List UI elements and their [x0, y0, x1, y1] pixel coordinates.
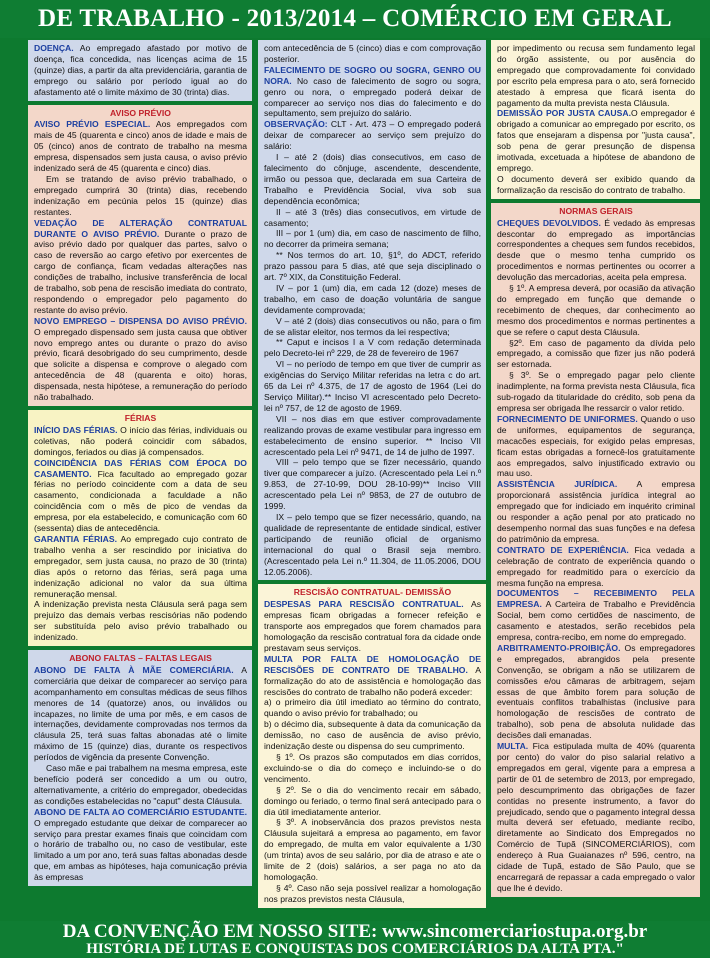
paragraph: § 3º. Se o empregado pagar pelo cliente inadimplente, na forma prevista nesta Cláusula, fica sub-rogado da titularidade do crédito, sob pena da empresa ser obrigada lhe ressarcir o valor retido.: [497, 370, 695, 413]
footer-slogan: HISTÓRIA DE LUTAS E CONQUISTAS DOS COMERCIÁRIOS DA ALTA PTA.": [86, 941, 624, 957]
section-title: AVISO PRÉVIO: [110, 107, 171, 118]
aviso-previo-section: [28, 105, 252, 406]
clause-text: O empregador é obrigado a comunicar ao empregado por escrito, os fatos que ensejaram a dispensa por "justa causa", sob pena de gerar presunção de dispensa imotivada, excetuada a hipótese de abandono de emprego.: [497, 108, 695, 173]
paragraph: § 3º. A inobservância dos prazos previstos nesta Cláusula sujeitará a empresa ao pagamento, em favor do empregado, de multa em valor equivalente a 1/30 (um trinta) avos de seu salário, por dia de atraso e ate o limite de 2 (dois) salários, a ser paga no ato da homologação.: [264, 817, 481, 882]
ferias-section: [28, 410, 252, 646]
clause-text: Fica vedada a celebração de contrato de experiência quando o empregado for readmitido para o exercício da mesma função na empresa.: [497, 544, 695, 588]
clause-text: Fica facultado ao empregado gozar férias no período coincidente com a data de seu casamento, condicionada a faculdade a não coincidência com o mês de pico de vendas da empresa, por ela estabelecido, e comunicação com 60 (sessenta) dias de antecedência.: [34, 468, 247, 534]
clause-text: A formalização do ato de assistência e homologação das rescisões do contrato de trabalho não poderá exceder:: [264, 664, 481, 697]
clause-label: DESPESAS PARA RESCISÃO CONTRATUAL.: [264, 599, 464, 610]
clause-label: FALECIMENTO DE SOGRO OU SOGRA, GENRO OU NORA.: [264, 64, 481, 86]
clause-text: Ao empregado cujo contrato de trabalho venha a ser rescindido por iniciativa do empregador, sem justa causa, no prazo de 30 (trinta) dias após o retorno das férias, será paga uma indenização adicional no valor da sua última remuneração mensal.: [34, 533, 247, 599]
clause-label: COINCIDÊNCIA DAS FÉRIAS COM ÉPOCA DO CASAMENTO.: [34, 457, 247, 479]
paragraph: § 1º. Os prazos são computados em dias corridos, excluindo-se o dia do começo e incluindo-se o do vencimento.: [264, 752, 481, 784]
clause-text: O empregado estudante que deixar de comparecer ao serviço para prestar exames finais que coincidam com o horário de trabalho ou, no caso de vestibular, este limitado a um por ano, terá suas faltas abonadas desde que, em ambas as hipóteses, haja comunicação prévia às empresas: [34, 817, 247, 883]
list-item: VII – nos dias em que estiver comprovadamente realizando provas de exame vestibular para ingresso em estabelecimento de ensino superior. ** Inciso VII acrescentado pela Lei nº 9471, de 14 de julho de 1997.: [264, 413, 481, 457]
rescisao-section: [258, 584, 486, 907]
footer: [0, 921, 710, 958]
clause-label: MULTA.: [497, 741, 529, 752]
clause-label: AVISO PRÉVIO ESPECIAL.: [34, 119, 151, 130]
section-title: RESCISÃO CONTRATUAL- DEMISSÃO: [293, 587, 452, 598]
section-title: FÉRIAS: [124, 413, 157, 423]
paragraph: § 1º. A empresa deverá, por ocasião da ativação do empregado em função que demande o recebimento de cheques, dar conhecimento ao mesmo dos procedimentos e normas pertinentes a que se refere o caput desta Cláusula.: [497, 283, 695, 337]
list-item: IX – pelo tempo que se fizer necessário, quando, na qualidade de representante de entidade sindical, estiver participando de reunião oficial de organismo internacional do qual o Brasil seja membro. (Acrescentado pela Lei n.º 11.304, de 11.05.2006, DOU 12.05.2006).: [264, 511, 481, 577]
clause-label: CHEQUES DEVOLVIDOS.: [497, 217, 601, 228]
list-item: a) o primeiro dia útil imediato ao término do contrato, quando o aviso prévio for trabalhado; ou: [264, 697, 481, 719]
clause-text: A indenização prevista nesta Cláusula será paga sem prejuízo das demais verbas rescisórias não podendo ser substituída pelo aviso prévio trabalhado ou indenizado.: [34, 599, 247, 643]
clause-label: ABONO DE FALTA À MÃE COMERCIÁRIA.: [34, 664, 234, 675]
clause-label: INÍCIO DAS FÉRIAS.: [34, 424, 118, 435]
clause-label: FORNECIMENTO DE UNIFORMES.: [497, 413, 638, 424]
section-title: ABONO FALTAS – FALTAS LEGAIS: [69, 653, 212, 664]
clause-text: Em se tratando de aviso prévio trabalhado, o empregado cumprirá 30 (trinta) dias, recebendo indenização em pecúnia pelos 15 (quinze) dias restantes.: [34, 173, 247, 217]
clause-text: Caso mãe e pai trabalhem na mesma empresa, este benefício poderá ser concedido a um ou outro, alternativamente, a critério do empregador, obedecidas as condições estabelecidas no "caput" desta Cláusula.: [34, 763, 247, 806]
clause-text: Aos empregados com mais de 45 (quarenta e cinco) anos de idade e mais de 05 (cinco) anos de contrato de trabalho na mesma empresa, dispensados sem justa causa, o aviso prévio indenizado será de 45 (quarenta e cinco) dias.: [34, 119, 247, 174]
clause-label: VEDAÇÃO DE ALTERAÇÃO CONTRATUAL DURANTE O AVISO PRÉVIO.: [34, 217, 247, 239]
clause-label: DOCUMENTOS – RECEBIMENTO PELA EMPRESA.: [497, 588, 695, 610]
clause-text: A Carteira de Trabalho e Previdência Social, bem como certidões de nascimento, de casamento e atestados, serão recebidos pela empresa, contra-recibo, em nome do empregado.: [497, 599, 695, 643]
clause-text: Os empregadores e empregados, abrangidos pela presente Convenção, se obrigam a não se utilizarem de comissões e/ou câmaras de arbitragem, sejam essas de que âmbito forem para solução de eventuais conflitos trabalhistas (inclusive para homologação de rescisões de contrato de trabalho), sob pena de absoluta nulidade das decisões dali emanadas.: [497, 642, 695, 741]
clause-text: Fica estipulada multa de 40% (quarenta por cento) do valor do piso salarial relativo a empregados em geral, vigente para a empresa a partir de 01 de setembro de 2013, por empregado, pelo descumprimento das obrigações de fazer contidas no presente instrumento, a favor do prejudicado, sendo que o pagamento integral dessa multa deverá ser efetuado, mediante recibo, diretamente ao Sindicato dos Empregados no Comércio de Tupã (SINCOMERCIÁRIOS), com endereço à Rua Guaianazes nº 596, centro, na cidade de Tupã, estado de São Paulo, que se encarregará de repassar a cada empregado o valor que lhe é devido.: [497, 741, 695, 893]
clause-text: As empresas ficam obrigadas a fornecer refeição e transporte aos empregados que forem chamados para homologação da rescisão contratual fora da cidade onde prestavam seus serviços.: [264, 599, 481, 653]
page-title: DE TRABALHO - 2013/2014 – COMÉRCIO EM GERAL: [0, 0, 710, 38]
clause-label: ARBITRAMENTO-PROIBIÇÃO.: [497, 642, 621, 653]
list-item: V – até 2 (dois) dias consecutivos ou não, para o fim de se alistar eleitor, nos termos da lei respectiva;: [264, 315, 481, 337]
list-item: II – até 3 (três) dias consecutivos, em virtude de casamento;: [264, 206, 481, 228]
clause-label: MULTA POR FALTA DE HOMOLOGAÇÃO DE RESCISÕES DE CONTRATO DE TRABALHO.: [264, 653, 481, 675]
column-2: [258, 40, 486, 918]
clause-label: CONTRATO DE EXPERIÊNCIA.: [497, 544, 629, 555]
list-item: III – por 1 (um) dia, em caso de nascimento de filho, no decorrer da primeira semana;: [264, 228, 481, 250]
clause-text: A empresa proporcionará assistência jurídica integral ao empregado que for indiciado em inquérito criminal ou responder a ação penal por ato praticado no desempenho normal das suas funções e na defesa do patrimônio da empresa.: [497, 479, 695, 544]
clause-text: CLT - Art. 473 – O empregado poderá deixar de comparecer ao serviço sem prejuízo do salário:: [264, 119, 481, 152]
clause-text: O documento deverá ser exibido quando da formalização da rescisão do contrato de trabalho.: [497, 173, 695, 195]
paragraph: § 4º. Caso não seja possível realizar a homologação nos prazos previstos nesta Cláusula,: [264, 882, 481, 904]
clause-label: DOENÇA.: [34, 43, 74, 53]
list-item: ** Caput e incisos I a V com redação determinada pelo Decreto-lei nº 229, de 28 de fevereiro de 1967: [264, 337, 481, 359]
clause-text: O empregado dispensado sem justa causa que obtiver novo emprego antes ou durante o prazo do aviso prévio, ficará desobrigado do seu cumprimento, desde que solicite a dispensa e comprove o alegado com antecedência de 48 (quarenta e oito) horas, dispensada, nesta hipótese, a remuneração do período não trabalhado.: [34, 326, 247, 403]
doenca-section: [28, 40, 252, 101]
clause-label: NOVO EMPREGO – DISPENSA DO AVISO PRÉVIO.: [34, 315, 247, 326]
rescisao-continued: [491, 40, 700, 199]
clause-text: A comerciária que deixar de comparecer ao serviço para acompanhamento em consultas médicas de seus filhos menores de 14 (quatorze) anos, ou inválidos ou incapazes, no limite de uma por mês, e em casos de internações, devidamente comprovadas nos termos da cláusula 25, terá suas faltas abonadas até o limite máximo de 15 (quinze) dias, durante os respectivos períodos de vigência da presente Convenção.: [34, 664, 247, 763]
abono-faltas-section: [28, 650, 252, 886]
clause-text: com antecedência de 5 (cinco) dias e com comprovação posterior.: [264, 43, 481, 64]
column-3: [491, 40, 700, 918]
clause-text: Durante o prazo de aviso prévio dado por qualquer das partes, salvo o caso de reversão ao cargo efetivo por exercentes de cargo de confiança, ficam vedadas alterações nas condições de trabalho, inclusive transferência de local de trabalho, sob pena de rescisão imediata do contrato, respondendo o empregador pelo pagamento do restante do aviso prévio.: [34, 228, 247, 315]
column-1: [28, 40, 252, 918]
paragraph: §2º. Em caso de pagamento da dívida pelo empregado, a comissão que fizer jus não poderá ser estornada.: [497, 337, 695, 370]
section-title: NORMAS GERAIS: [559, 205, 633, 216]
footer-site-line: DA CONVENÇÃO EM NOSSO SITE: www.sincomerciariostupa.org.br: [62, 921, 648, 942]
clause-text: Ao empregado afastado por motivo de doença, fica concedida, nas licenças acima de 15 (quinze) dias, a partir da alta previdenciária, garantia de emprego ou salário por período igual ao do afastamento até o limite máximo de 30 (trinta) dias.: [34, 43, 247, 97]
faltas-legais-continued: [258, 40, 486, 580]
list-item: I – até 2 (dois) dias consecutivos, em caso de falecimento do cônjuge, ascendente, descendente, irmão ou pessoa que, declarada em sua Carteira de Trabalho e Previdência Social, viva sob sua dependência econômica;: [264, 152, 481, 206]
clause-text: É vedado às empresas descontar do empregado as importâncias correspondentes a cheques sem fundos recebidos, desde que o mesmo tenha cumprido os procedimentos e normas pertinentes ou ocorrer a devolução das mercadorias, aceita pela empresa.: [497, 217, 695, 283]
clause-text: O início das férias, individuais ou coletivas, não poderá coincidir com sábados, domingos, feriados ou dias já compensados.: [34, 424, 247, 457]
list-item: VIII – pelo tempo que se fizer necessário, quando tiver que comparecer a juízo. (Acrescentado pela Lei n.º 9.853, de 27-10-99, DOU 28-10-99)** Inciso VIII acrescentado pela Lei nº 9853, de 27 de outubro de 1999.: [264, 457, 481, 512]
list-item: IV – por 1 (um) dia, em cada 12 (doze) meses de trabalho, em caso de doação voluntária de sangue devidamente comprovada;: [264, 282, 481, 315]
clause-text: Quando o uso de uniformes, equipamentos de segurança, macacões especiais, for exigido pelas empresas, ficam estas obrigadas a fornecê-los gratuitamente aos empregados, salvo injustificado extravio ou mau uso.: [497, 413, 695, 479]
paragraph: § 2º. Se o dia do vencimento recair em sábado, domingo ou feriado, o termo final será antecipado para o dia útil imediatamente anterior.: [264, 784, 481, 817]
clause-label: ABONO DE FALTA AO COMERCIÁRIO ESTUDANTE.: [34, 806, 247, 817]
clause-label: OBSERVAÇÃO:: [264, 119, 328, 130]
clause-text: por impedimento ou recusa sem fundamento legal do órgão assistente, ou por ausência do empregado que comprovadamente foi convidado por escrito pela empresa para o ato, será fornecido atestado à empresa que ficará isenta do pagamento da multa prevista nesta Cláusula.: [497, 43, 695, 108]
normas-gerais-section: [491, 203, 700, 897]
clause-text: No caso de falecimento de sogro ou sogra, genro ou nora, o empregado poderá deixar de comparecer ao serviço nos dias do falecimento e do sepultamento, sem prejuízo do salário.: [264, 75, 481, 119]
list-item: VI – no período de tempo em que tiver de cumprir as exigências do Serviço Militar referidas na letra c do art. 65 da Lei nº 4.375, de 17 de agosto de 1964 (Lei do Serviço Militar).** Inciso VI acrescentado pelo Decreto-lei nº 757, de 12 de agosto de 1969.: [264, 359, 481, 413]
clause-label: GARANTIA FÉRIAS.: [34, 533, 117, 544]
clause-label: DEMISSÃO POR JUSTA CAUSA.: [497, 108, 631, 119]
clause-label: ASSISTÊNCIA JURÍDICA.: [497, 479, 618, 490]
list-item: b) o décimo dia, subsequente à data da comunicação da demissão, no caso de ausência de aviso prévio, indenização deste ou dispensa do seu cumprimento.: [264, 719, 481, 752]
list-item: ** Nos termos do art. 10, §1º, do ADCT, referido prazo passou para 5 dias, até que seja disciplinado o art. 7º XIX, da Constituição Federal.: [264, 250, 481, 283]
